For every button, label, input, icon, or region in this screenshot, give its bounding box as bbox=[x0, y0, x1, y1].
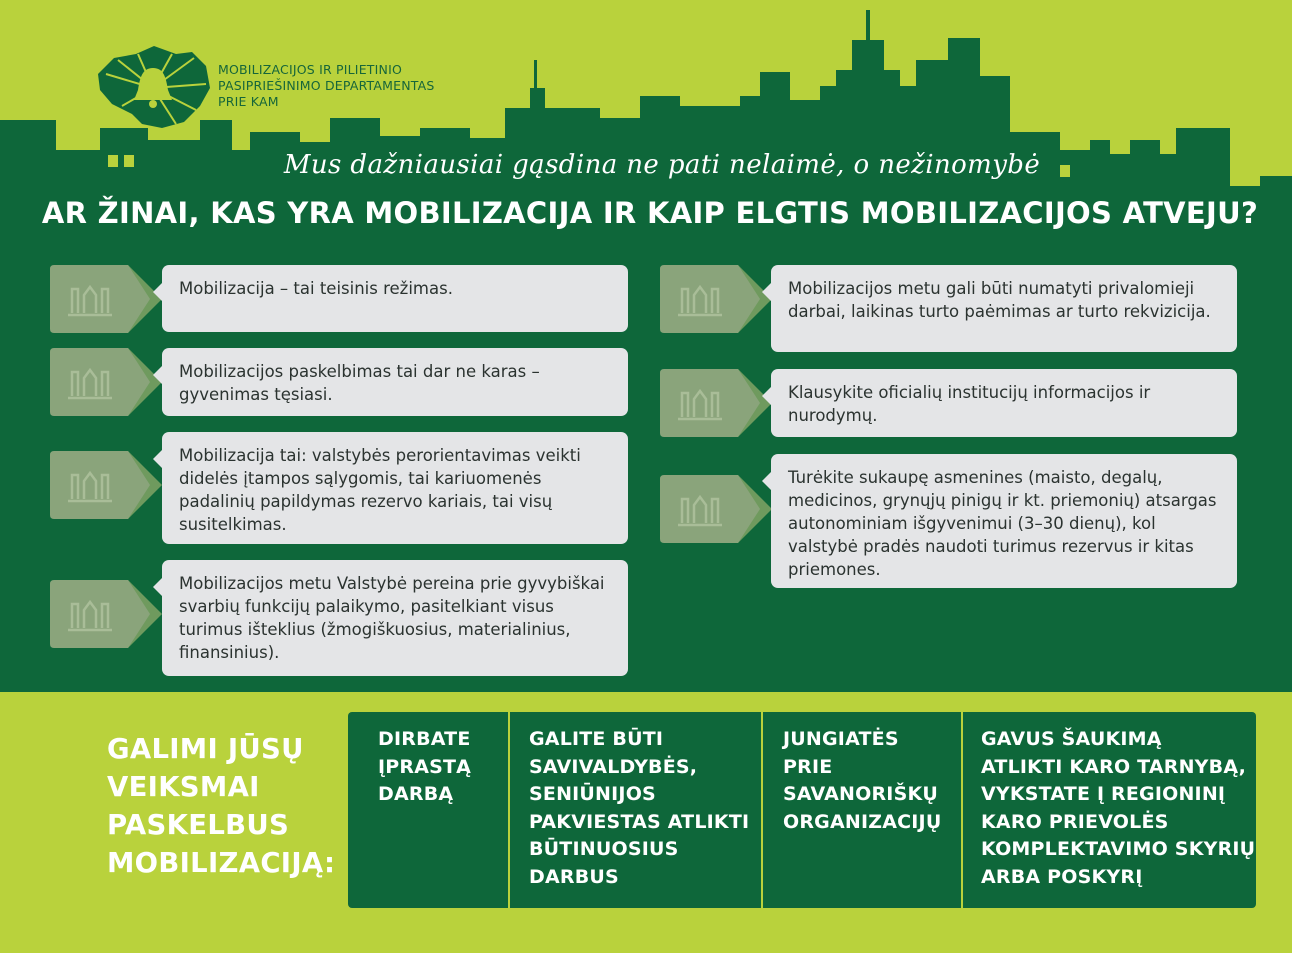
columns-marker-icon bbox=[50, 451, 162, 519]
columns-marker-icon bbox=[50, 348, 162, 416]
department-logo-icon bbox=[92, 44, 214, 130]
action-divider bbox=[761, 712, 763, 908]
action-divider bbox=[961, 712, 963, 908]
actions-title: GALIMI JŪSŲ VEIKSMAI PASKELBUS MOBILIZACIJĄ: bbox=[107, 733, 336, 879]
action-divider bbox=[508, 712, 510, 908]
organization-line-2: PASIPRIEŠINIMO DEPARTAMENTAS bbox=[218, 78, 435, 93]
columns-marker-icon bbox=[50, 265, 162, 333]
action-column bbox=[529, 712, 761, 908]
action-column bbox=[378, 712, 508, 908]
fact-card: Mobilizacija tai: valstybės perorientavimas veikti didelės įtampos sąlygomis, tai kariuomenės padalinių papildymas rezervo kariais, tai visų susitelkimas. bbox=[162, 432, 628, 544]
action-text: DIRBATE ĮPRASTĄ DARBĄ bbox=[378, 728, 472, 806]
organization-line-3: PRIE KAM bbox=[218, 94, 279, 109]
columns-marker-icon bbox=[660, 475, 772, 543]
tagline: Mus dažniausiai gąsdina ne pati nelaimė, o nežinomybė bbox=[283, 150, 1041, 180]
action-column bbox=[783, 712, 961, 908]
actions-panel bbox=[348, 712, 1256, 908]
columns-marker-icon bbox=[50, 580, 162, 648]
fact-card: Mobilizacija – tai teisinis režimas. bbox=[162, 265, 628, 332]
fact-card: Klausykite oficialių institucijų informacijos ir nurodymų. bbox=[771, 369, 1237, 437]
headline: AR ŽINAI, KAS YRA MOBILIZACIJA IR KAIP ELGTIS MOBILIZACIJOS ATVEJU? bbox=[41, 196, 1259, 230]
fact-card: Mobilizacijos paskelbimas tai dar ne karas – gyvenimas tęsiasi. bbox=[162, 348, 628, 416]
fact-card: Turėkite sukaupę asmenines (maisto, degalų, medicinos, grynųjų pinigų ir kt. priemonių) atsargas autonominiam išgyvenimui (3–30 dienų), kol valstybė pradės naudoti turimus rezervus ir kitas priemones. bbox=[771, 454, 1237, 588]
action-text: GALITE BŪTI SAVIVALDYBĖS, SENIŪNIJOS PAKVIESTAS ATLIKTI BŪTINUOSIUS DARBUS bbox=[529, 728, 750, 888]
fact-card: Mobilizacijos metu gali būti numatyti privalomieji darbai, laikinas turto paėmimas ar turto rekvizicija. bbox=[771, 265, 1237, 352]
fact-card: Mobilizacijos metu Valstybė pereina prie gyvybiškai svarbių funkcijų palaikymo, pasitelkiant visus turimus išteklius (žmogiškuosius, materialinius, finansinius). bbox=[162, 560, 628, 676]
action-text: GAVUS ŠAUKIMĄ ATLIKTI KARO TARNYBĄ, VYKSTATE Į REGIONINĮ KARO PRIEVOLĖS KOMPLEKTAVIMO SKYRIŲ ARBA POSKYRĮ bbox=[981, 728, 1256, 888]
action-text: JUNGIATĖS PRIE SAVANORIŠKŲ ORGANIZACIJŲ bbox=[783, 728, 942, 833]
columns-marker-icon bbox=[660, 369, 772, 437]
action-column bbox=[981, 712, 1256, 908]
organization-name bbox=[218, 62, 518, 110]
organization-line-1: MOBILIZACIJOS IR PILIETINIO bbox=[218, 62, 402, 77]
columns-marker-icon bbox=[660, 265, 772, 333]
